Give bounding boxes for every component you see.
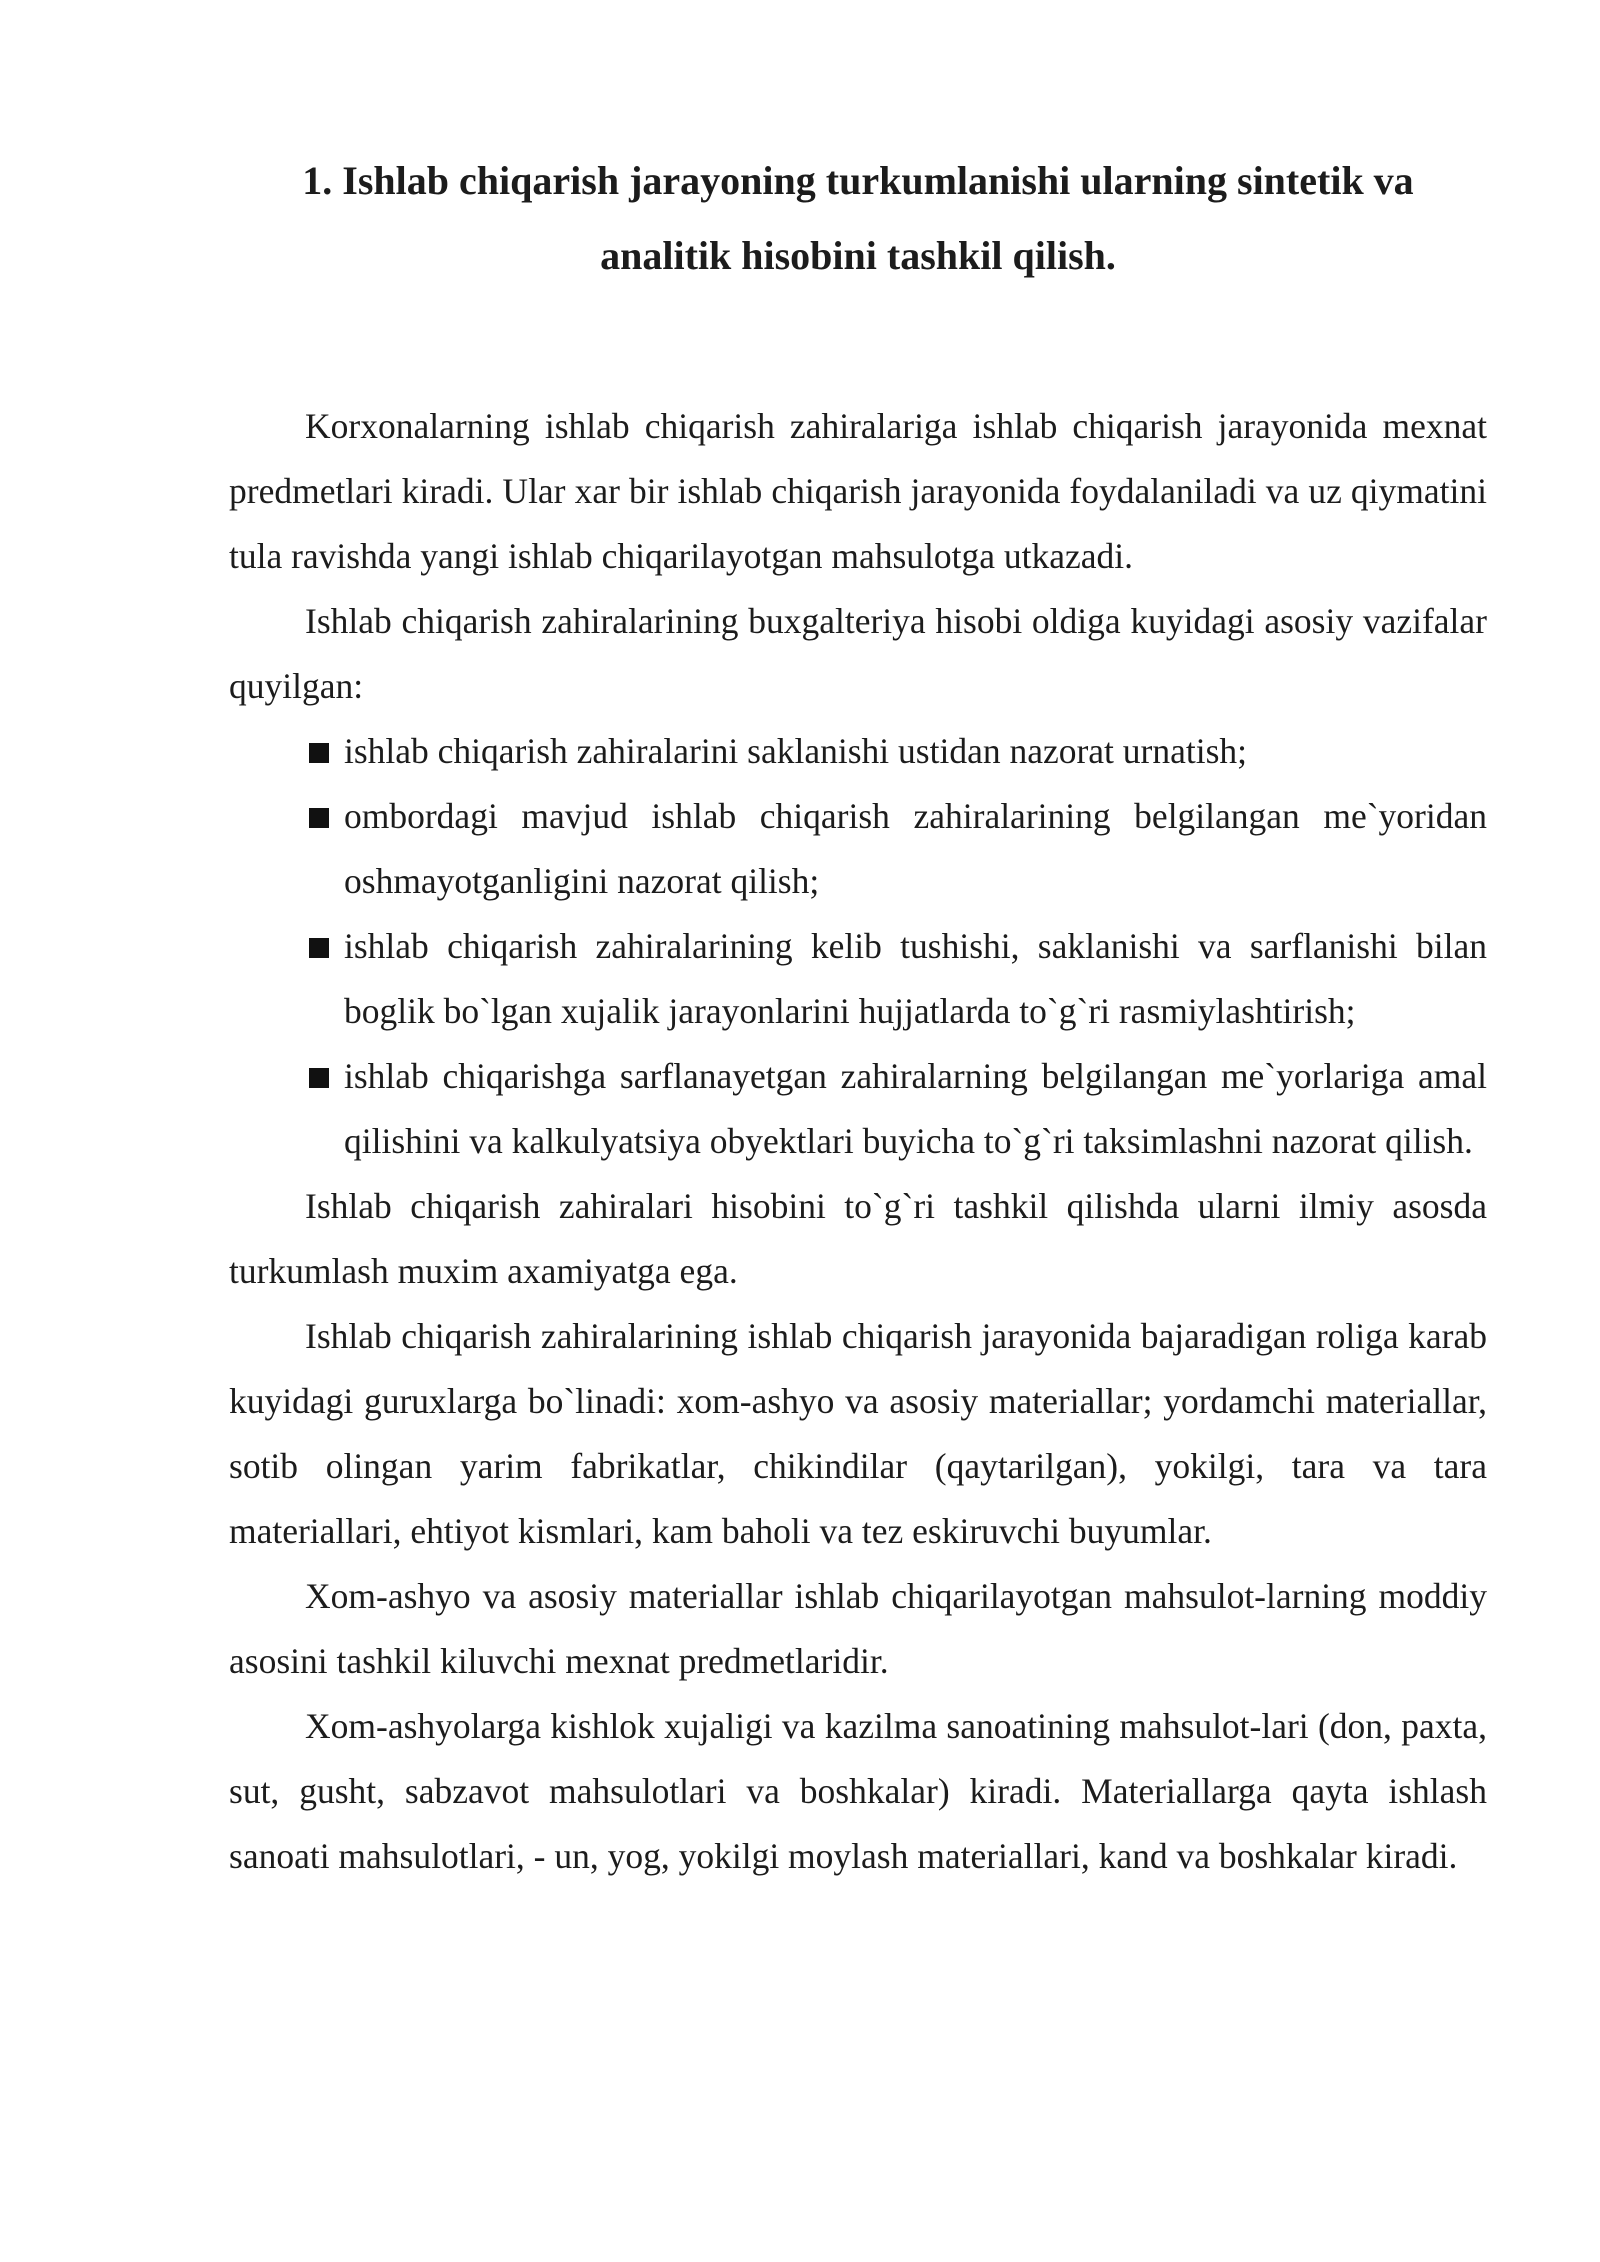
paragraph-groups: Ishlab chiqarish zahiralarining ishlab chiqarish jarayonida bajaradigan roliga karab kuyidagi guruxlarga bo`linadi: xom-ashyo va asosiy materiallar; yordamchi materiallar, sotib olingan yarim fabrikatlar, chikindilar (qaytarilgan), yokilgi, tara va tara materiallari, ehtiyot kismlari, kam baholi va tez eskiruvchi buyumlar.: [229, 1316, 1487, 1551]
list-item: [344, 719, 1487, 784]
black-square-icon: [309, 938, 329, 958]
page-title: [229, 143, 1487, 293]
title-line-2: analitik hisobini tashkil qilish.: [600, 233, 1116, 278]
paragraph-intro: Korxonalarning ishlab chiqarish zahiralariga ishlab chiqarish jarayonida mexnat predmetlari kiradi. Ular xar bir ishlab chiqarish jarayonida foydalaniladi va uz qiymatini tula ravishda yangi ishlab chiqarilayotgan mahsulotga utkazadi.: [229, 406, 1487, 576]
list-item-text: ishlab chiqarish zahiralarining kelib tushishi, saklanishi va sarflanishi bilan boglik bo`lgan xujalik jarayonlarini hujjatlarda to`g`ri rasmiylashtirish;: [344, 926, 1487, 1031]
paragraph-raw-materials-examples: Xom-ashyolarga kishlok xujaligi va kazilma sanoatining mahsulot-lari (don, paxta, sut, gusht, sabzavot mahsulotlari va boshkalar) kiradi. Materiallarga qayta ishlash sanoati mahsulotlari, - un, yog, yokilgi moylash materiallari, kand va boshkalar kiradi.: [229, 1706, 1487, 1876]
document-body: [229, 394, 1487, 1889]
list-item: [344, 1044, 1487, 1174]
list-item: [344, 914, 1487, 1044]
black-square-icon: [309, 1068, 329, 1088]
black-square-icon: [309, 808, 329, 828]
task-list: [229, 719, 1487, 1174]
list-item-text: ishlab chiqarish zahiralarini saklanishi ustidan nazorat urnatish;: [344, 731, 1248, 771]
paragraph-tasks: Ishlab chiqarish zahiralarining buxgalteriya hisobi oldiga kuyidagi asosiy vazifalar quyilgan:: [229, 601, 1487, 706]
paragraph-raw-materials: Xom-ashyo va asosiy materiallar ishlab chiqarilayotgan mahsulot-larning moddiy asosini tashkil kiluvchi mexnat predmetlaridir.: [229, 1576, 1487, 1681]
black-square-icon: [309, 743, 329, 763]
title-line-1: 1. Ishlab chiqarish jarayoning turkumlanishi ularning sintetik va: [302, 158, 1414, 203]
paragraph-classification: Ishlab chiqarish zahiralari hisobini to`g`ri tashkil qilishda ularni ilmiy asosda turkumlash muxim axamiyatga ega.: [229, 1186, 1487, 1291]
list-item-text: ishlab chiqarishga sarflanayetgan zahiralarning belgilangan me`yorlariga amal qilishini va kalkulyatsiya obyektlari buyicha to`g`ri taksimlashni nazorat qilish.: [344, 1056, 1487, 1161]
list-item-text: ombordagi mavjud ishlab chiqarish zahiralarining belgilangan me`yoridan oshmayotganligini nazorat qilish;: [344, 796, 1487, 901]
list-item: [344, 784, 1487, 914]
